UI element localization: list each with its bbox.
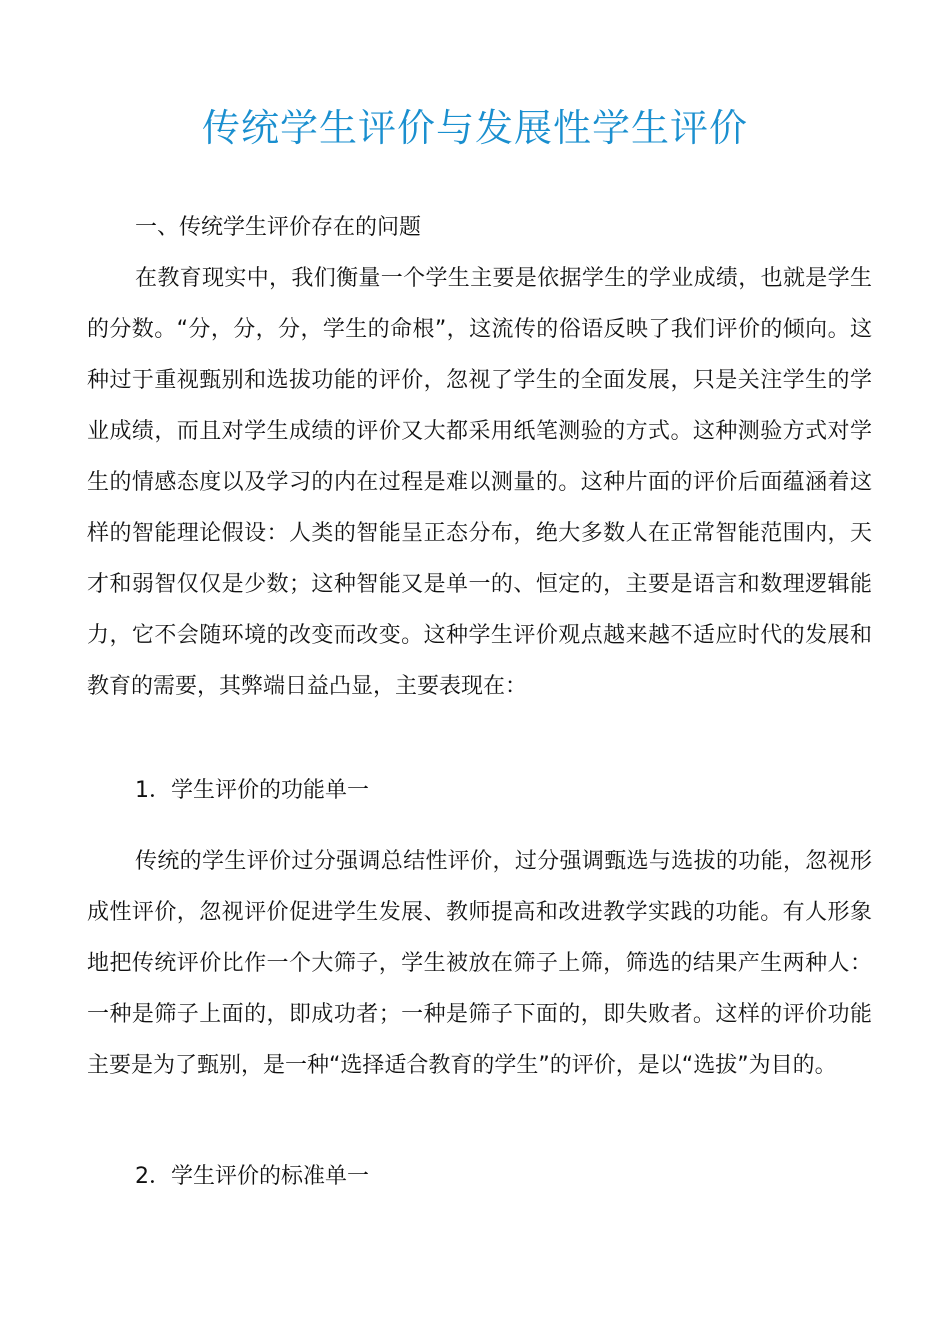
subheading-2: 2．学生评价的标准单一 xyxy=(135,1164,369,1189)
paragraph-2: 传统的学生评价过分强调总结性评价，过分强调甄选与选拔的功能，忽视形成性评价，忽视评价促进学生发展、教师提高和改进教学实践的功能。有人形象地把传统评价比作一个大筛子，学生被放在筛子上筛，筛选的结果产生两种人：一种是筛子上面的，即成功者；一种是筛子下面的，即失败者。这样的评价功能主要是为了甄别，是一种“选择适合教育的学生”的评价，是以“选拔”为目的。 xyxy=(87,849,872,1078)
document-title: 传统学生评价与发展性学生评价 xyxy=(201,106,748,150)
paragraph-1: 在教育现实中，我们衡量一个学生主要是依据学生的学业成绩，也就是学生的分数。“分，分，分，学生的命根”，这流传的俗语反映了我们评价的倾向。这种过于重视甄别和选拔功能的评价，忽视了学生的全面发展，只是关注学生的学业成绩，而且对学生成绩的评价又大都采用纸笔测验的方式。这种测验方式对学生的情感态度以及学习的内在过程是难以测量的。这种片面的评价后面蕴涵着这样的智能理论假设：人类的智能呈正态分布，绝大多数人在正常智能范围内，天才和弱智仅仅是少数；这种智能又是单一的、恒定的，主要是语言和数理逻辑能力，它不会随环境的改变而改变。这种学生评价观点越来越不适应时代的发展和教育的需要，其弊端日益凸显，主要表现在： xyxy=(87,266,872,699)
section-heading: 一、传统学生评价存在的问题 xyxy=(135,215,422,240)
subheading-1: 1．学生评价的功能单一 xyxy=(135,778,369,803)
